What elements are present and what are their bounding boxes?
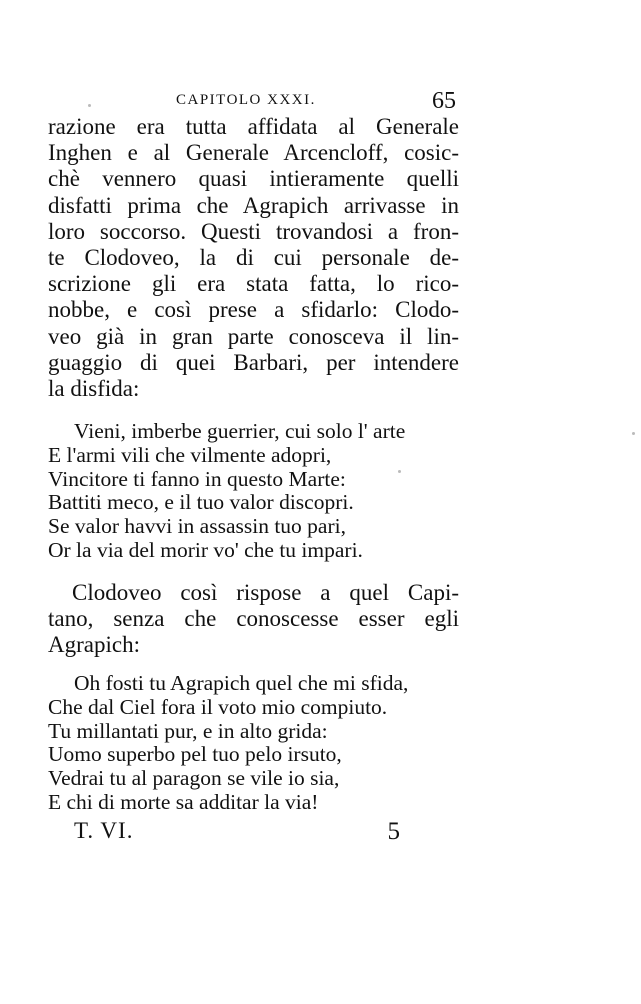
page-number: 65 (432, 88, 456, 114)
verse-line: E chi di morte sa additar la via! (48, 789, 319, 814)
text-line: la disfida: (48, 376, 140, 402)
verse-line: Vieni, imberbe guerrier, cui solo l' arte (74, 419, 406, 443)
page-footer (48, 818, 408, 852)
verse-line: Battiti meco, e il tuo valor discopri. (48, 490, 354, 515)
running-head: CAPITOLO XXXI. (176, 92, 316, 108)
text-line: tano, senza che conoscesse esser egli (48, 606, 459, 632)
text-line: disfatti prima che Agrapich arrivasse in (48, 192, 459, 218)
text-line: nobbe, e così prese a sfidarlo: Clodo- (48, 297, 459, 323)
text-line: te Clodoveo, la di cui personale de- (48, 245, 459, 271)
text-line: Inghen e al Generale Arcencloff, cosic- (48, 140, 459, 166)
verse-line: Uomo superbo pel tuo pelo irsuto, (48, 742, 342, 767)
verse-line: Che dal Ciel fora il voto mio compiuto. (48, 694, 388, 719)
text-line: Clodoveo così rispose a quel Capi- (72, 580, 459, 605)
verse-line: Se valor havvi in assassin tuo pari, (48, 514, 346, 539)
paragraph-1 (48, 114, 459, 402)
verse-line: Tu millantati pur, e in alto grida: (48, 718, 328, 743)
gathering-number: 5 (387, 818, 400, 845)
verse-line: E l'armi vili che vilmente adopri, (48, 442, 332, 467)
verse-line: Vedrai tu al paragon se vile io sia, (48, 766, 340, 791)
text-line: scrizione gli era stata fatta, lo rico- (48, 271, 459, 297)
paragraph-2 (48, 580, 459, 659)
signature-mark: T. VI. (74, 818, 134, 843)
text-line: guaggio di quei Barbari, per intendere (48, 349, 459, 375)
ink-speck (632, 432, 635, 435)
text-line: razione era tutta affidata al Generale (48, 114, 459, 139)
text-line: veo già in gran parte conosceva il lin- (48, 323, 459, 349)
verse-line: Or la via del morir vo' che tu impari. (48, 537, 363, 562)
text-line: loro soccorso. Questi trovandosi a fron- (48, 218, 459, 244)
verse-stanza-1 (48, 420, 468, 563)
ink-speck (398, 470, 401, 473)
verse-stanza-2 (48, 672, 468, 815)
text-line: Agrapich: (48, 632, 140, 658)
text-line: chè vennero quasi intieramente quelli (48, 166, 459, 192)
verse-line: Oh fosti tu Agrapich quel che mi sfida, (74, 671, 409, 695)
ink-speck (88, 104, 91, 107)
verse-line: Vincitore ti fanno in questo Marte: (48, 466, 346, 491)
